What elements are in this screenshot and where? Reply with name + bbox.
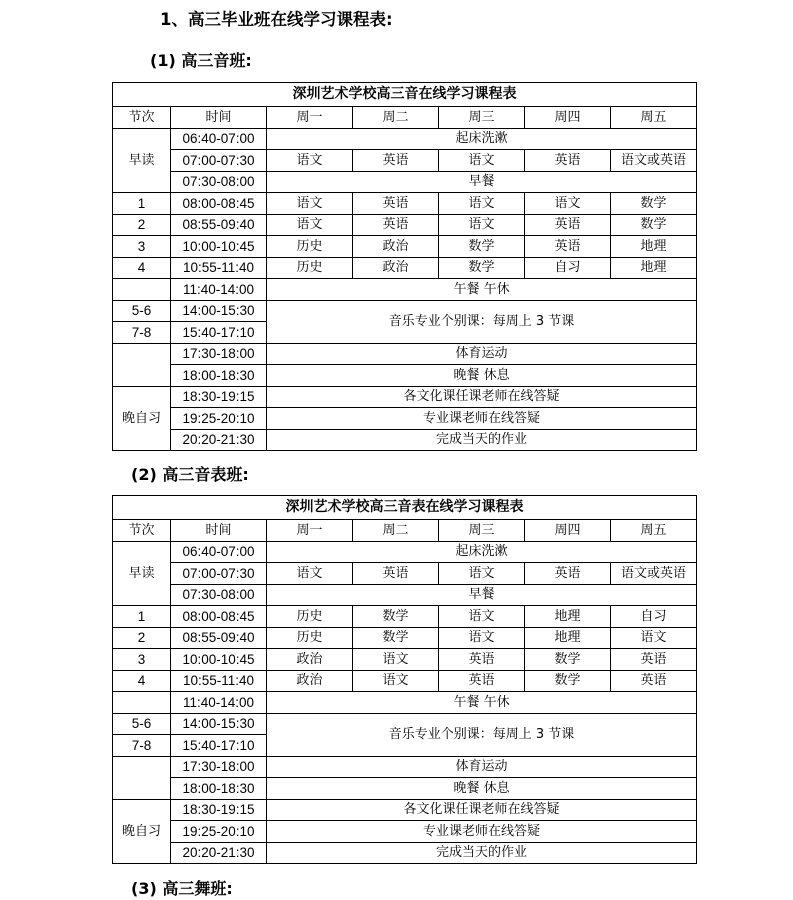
- table-row: [113, 408, 697, 430]
- period-cell: 早读: [113, 150, 171, 172]
- subject-cell: 数学: [525, 649, 611, 671]
- column-header: 周一: [267, 520, 353, 542]
- time-cell: 14:00-15:30: [171, 713, 267, 735]
- span-cell: 完成当天的作业: [267, 429, 697, 451]
- span-cell: 各文化课任课老师在线答疑: [267, 386, 697, 408]
- time-cell: 08:00-08:45: [171, 606, 267, 628]
- table-row: [113, 171, 697, 193]
- table-row: [113, 236, 697, 258]
- time-cell: 19:25-20:10: [171, 408, 267, 430]
- table-row: [113, 584, 697, 606]
- period-cell: [113, 541, 171, 563]
- column-header: 周二: [353, 107, 439, 129]
- period-cell: 1: [113, 193, 171, 215]
- column-header: 周一: [267, 107, 353, 129]
- subject-cell: 语文: [267, 193, 353, 215]
- period-cell: [113, 365, 171, 387]
- schedule-table-music-performance: [112, 495, 697, 864]
- period-cell: 7-8: [113, 735, 171, 757]
- column-header: 周四: [525, 520, 611, 542]
- column-header: 节次: [113, 107, 171, 129]
- table-row: [113, 756, 697, 778]
- subject-cell: 历史: [267, 257, 353, 279]
- subject-cell: 英语: [353, 193, 439, 215]
- subject-cell: 语文或英语: [611, 563, 697, 585]
- subject-cell: 语文: [267, 563, 353, 585]
- subject-cell: 语文: [439, 563, 525, 585]
- subject-cell: 语文: [267, 214, 353, 236]
- period-cell: 晚自习: [113, 386, 171, 451]
- column-header: 周五: [611, 107, 697, 129]
- period-cell: 3: [113, 236, 171, 258]
- table-row: [113, 692, 697, 714]
- span-cell: 起床洗漱: [267, 541, 697, 563]
- time-cell: 06:40-07:00: [171, 541, 267, 563]
- subject-cell: 语文: [439, 150, 525, 172]
- subject-cell: 自习: [525, 257, 611, 279]
- span-cell: 早餐: [267, 584, 697, 606]
- table-row: [113, 343, 697, 365]
- time-cell: 18:00-18:30: [171, 778, 267, 800]
- subject-cell: 数学: [353, 606, 439, 628]
- time-cell: 07:00-07:30: [171, 150, 267, 172]
- subject-cell: 英语: [439, 670, 525, 692]
- subject-cell: 数学: [611, 193, 697, 215]
- section-label-dance: (3) 高三舞班:: [131, 879, 233, 898]
- column-header: 周五: [611, 520, 697, 542]
- period-cell: 2: [113, 627, 171, 649]
- time-cell: 17:30-18:00: [171, 756, 267, 778]
- subject-cell: 英语: [611, 649, 697, 671]
- time-cell: 15:40-17:10: [171, 322, 267, 344]
- time-cell: 17:30-18:00: [171, 343, 267, 365]
- subject-cell: 英语: [525, 236, 611, 258]
- table-row: [113, 386, 697, 408]
- table-row: [113, 300, 697, 322]
- time-cell: 11:40-14:00: [171, 692, 267, 714]
- subject-cell: 语文: [353, 670, 439, 692]
- period-cell: 2: [113, 214, 171, 236]
- table-row: [113, 821, 697, 843]
- span-cell: 早餐: [267, 171, 697, 193]
- time-cell: 18:30-19:15: [171, 799, 267, 821]
- schedule-table-music: [112, 82, 697, 451]
- table-row: [113, 429, 697, 451]
- table-row: [113, 606, 697, 628]
- period-cell: 5-6: [113, 713, 171, 735]
- span-cell: 晚餐 休息: [267, 778, 697, 800]
- section-label-music-performance: (2) 高三音表班:: [131, 465, 249, 484]
- time-cell: 07:30-08:00: [171, 171, 267, 193]
- subject-cell: 地理: [611, 236, 697, 258]
- period-cell: [113, 279, 171, 301]
- subject-cell: 英语: [611, 670, 697, 692]
- period-cell: [113, 584, 171, 606]
- subject-cell: 数学: [353, 627, 439, 649]
- table-row: [113, 128, 697, 150]
- span-cell: 各文化课任课老师在线答疑: [267, 799, 697, 821]
- subject-cell: 英语: [525, 563, 611, 585]
- document-heading: 1、高三毕业班在线学习课程表:: [160, 10, 393, 29]
- span-cell: 专业课老师在线答疑: [267, 408, 697, 430]
- subject-cell: 语文: [611, 627, 697, 649]
- time-cell: 07:30-08:00: [171, 584, 267, 606]
- period-cell: 4: [113, 257, 171, 279]
- time-cell: 10:55-11:40: [171, 257, 267, 279]
- time-cell: 06:40-07:00: [171, 128, 267, 150]
- table-row: [113, 627, 697, 649]
- column-header: 周三: [439, 520, 525, 542]
- table-row: [113, 365, 697, 387]
- subject-cell: 语文: [267, 150, 353, 172]
- subject-cell: 英语: [525, 214, 611, 236]
- header-row: [113, 520, 697, 542]
- subject-cell: 英语: [353, 563, 439, 585]
- subject-cell: 语文: [439, 193, 525, 215]
- subject-cell: 政治: [353, 257, 439, 279]
- time-cell: 08:00-08:45: [171, 193, 267, 215]
- time-cell: 08:55-09:40: [171, 214, 267, 236]
- period-cell: [113, 756, 171, 778]
- span-cell: 体育运动: [267, 756, 697, 778]
- subject-cell: 英语: [353, 150, 439, 172]
- subject-cell: 政治: [267, 649, 353, 671]
- time-cell: 11:40-14:00: [171, 279, 267, 301]
- time-cell: 19:25-20:10: [171, 821, 267, 843]
- time-cell: 14:00-15:30: [171, 300, 267, 322]
- table-row: [113, 842, 697, 864]
- subject-cell: 政治: [267, 670, 353, 692]
- table-row: [113, 778, 697, 800]
- span-cell: 晚餐 休息: [267, 365, 697, 387]
- span-cell: 午餐 午休: [267, 692, 697, 714]
- period-cell: [113, 778, 171, 800]
- time-cell: 10:00-10:45: [171, 649, 267, 671]
- period-cell: [113, 692, 171, 714]
- table-row: [113, 670, 697, 692]
- subject-cell: 语文: [439, 606, 525, 628]
- subject-cell: 语文: [525, 193, 611, 215]
- subject-cell: 历史: [267, 627, 353, 649]
- column-header: 节次: [113, 520, 171, 542]
- time-cell: 07:00-07:30: [171, 563, 267, 585]
- subject-cell: 数学: [439, 257, 525, 279]
- span-cell: 起床洗漱: [267, 128, 697, 150]
- subject-cell: 政治: [353, 236, 439, 258]
- time-cell: 10:55-11:40: [171, 670, 267, 692]
- time-cell: 18:00-18:30: [171, 365, 267, 387]
- span-cell: 专业课老师在线答疑: [267, 821, 697, 843]
- span-cell: 体育运动: [267, 343, 697, 365]
- table-row: [113, 193, 697, 215]
- span-cell: 完成当天的作业: [267, 842, 697, 864]
- column-header: 时间: [171, 107, 267, 129]
- subject-cell: 数学: [611, 214, 697, 236]
- period-cell: 早读: [113, 563, 171, 585]
- period-cell: 晚自习: [113, 799, 171, 864]
- period-cell: [113, 343, 171, 365]
- table-row: [113, 541, 697, 563]
- period-cell: 4: [113, 670, 171, 692]
- subject-cell: 语文: [439, 627, 525, 649]
- period-cell: 1: [113, 606, 171, 628]
- subject-cell: 英语: [439, 649, 525, 671]
- span-cell: 音乐专业个别课：每周上 3 节课: [267, 713, 697, 756]
- subject-cell: 地理: [525, 606, 611, 628]
- time-cell: 18:30-19:15: [171, 386, 267, 408]
- span-cell: 音乐专业个别课：每周上 3 节课: [267, 300, 697, 343]
- table-row: [113, 214, 697, 236]
- table-row: [113, 257, 697, 279]
- time-cell: 20:20-21:30: [171, 842, 267, 864]
- table-row: [113, 649, 697, 671]
- subject-cell: 自习: [611, 606, 697, 628]
- time-cell: 15:40-17:10: [171, 735, 267, 757]
- section-label-music: (1) 高三音班:: [150, 51, 252, 70]
- time-cell: 08:55-09:40: [171, 627, 267, 649]
- subject-cell: 英语: [525, 150, 611, 172]
- subject-cell: 地理: [611, 257, 697, 279]
- time-cell: 20:20-21:30: [171, 429, 267, 451]
- column-header: 周三: [439, 107, 525, 129]
- subject-cell: 数学: [439, 236, 525, 258]
- subject-cell: 语文: [439, 214, 525, 236]
- time-cell: 10:00-10:45: [171, 236, 267, 258]
- column-header: 周二: [353, 520, 439, 542]
- period-cell: [113, 171, 171, 193]
- subject-cell: 历史: [267, 236, 353, 258]
- table-title: 深圳艺术学校高三音在线学习课程表: [113, 83, 697, 107]
- table-row: [113, 713, 697, 735]
- span-cell: 午餐 午休: [267, 279, 697, 301]
- period-cell: 3: [113, 649, 171, 671]
- table-title: 深圳艺术学校高三音表在线学习课程表: [113, 496, 697, 520]
- table-row: [113, 563, 697, 585]
- period-cell: 5-6: [113, 300, 171, 322]
- subject-cell: 语文: [353, 649, 439, 671]
- subject-cell: 历史: [267, 606, 353, 628]
- table-row: [113, 799, 697, 821]
- column-header: 时间: [171, 520, 267, 542]
- table-row: [113, 150, 697, 172]
- period-cell: [113, 128, 171, 150]
- column-header: 周四: [525, 107, 611, 129]
- subject-cell: 英语: [353, 214, 439, 236]
- subject-cell: 数学: [525, 670, 611, 692]
- header-row: [113, 107, 697, 129]
- subject-cell: 语文或英语: [611, 150, 697, 172]
- period-cell: 7-8: [113, 322, 171, 344]
- subject-cell: 地理: [525, 627, 611, 649]
- table-row: [113, 279, 697, 301]
